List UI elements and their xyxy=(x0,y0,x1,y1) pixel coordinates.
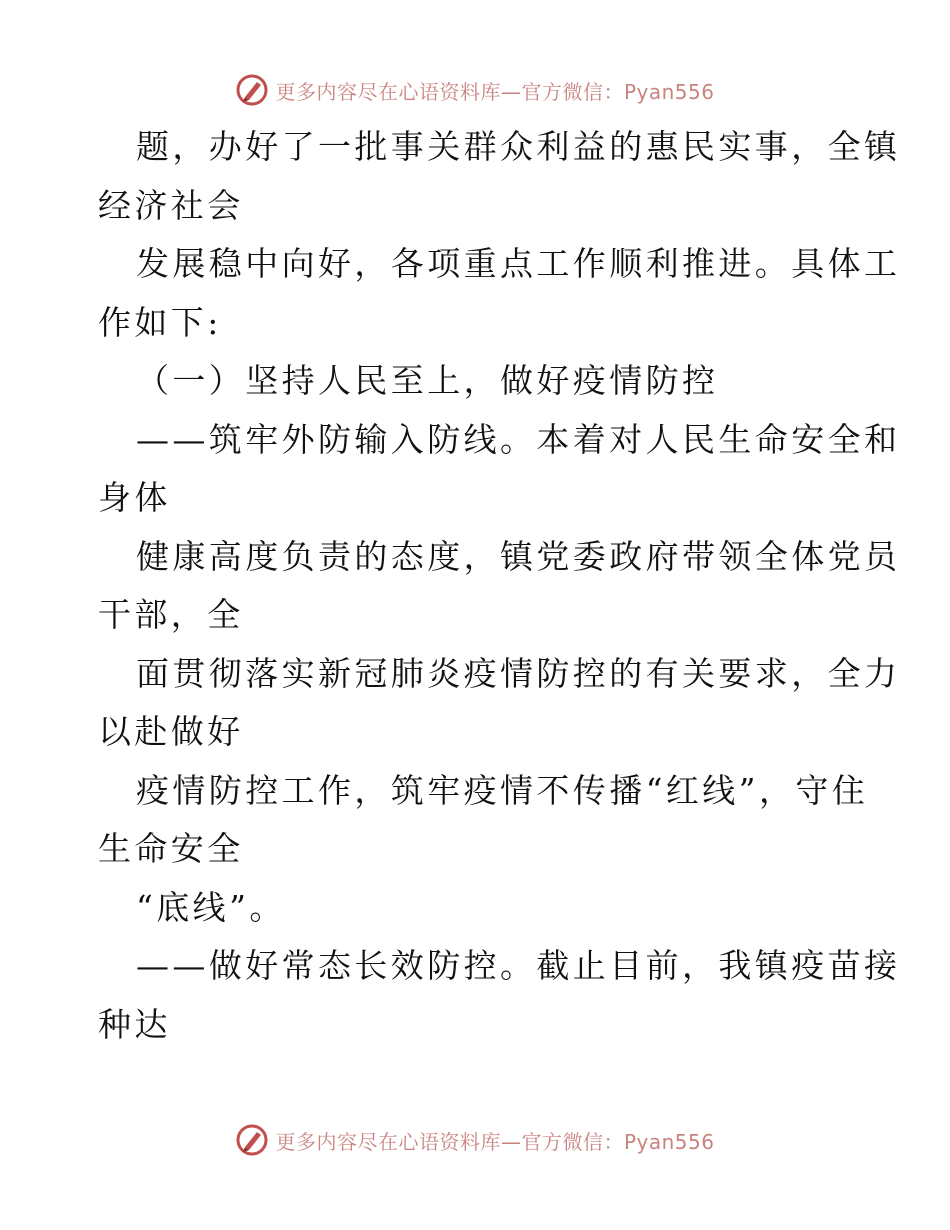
body-line: 题，办好了一批事关群众利益的惠民实事，全镇 xyxy=(136,127,901,166)
section-heading: （一）坚持人民至上，做好疫情防控 xyxy=(136,361,719,400)
body-line: 以赴做好 xyxy=(98,712,244,751)
footer-watermark xyxy=(0,1120,950,1160)
body-line: 面贯彻落实新冠肺炎疫情防控的有关要求，全力 xyxy=(136,653,901,693)
header-watermark xyxy=(0,70,950,110)
watermark-text: 更多内容尽在心语资料库—官方微信：Pyan556 xyxy=(275,1129,715,1154)
body-line: 发展稳中向好，各项重点工作顺利推进。具体工 xyxy=(136,244,901,283)
body-line: ——筑牢外防输入防线。本着对人民生命安全和 xyxy=(136,419,901,459)
document-body xyxy=(98,118,901,1054)
body-line: 经济社会 xyxy=(98,185,244,225)
body-line: 健康高度负责的态度，镇党委政府带领全体党员 xyxy=(136,536,901,576)
pen-logo-icon xyxy=(235,73,269,107)
watermark-text: 更多内容尽在心语资料库—官方微信：Pyan556 xyxy=(275,79,715,104)
body-line: “底线”。 xyxy=(136,887,286,927)
pen-logo-icon xyxy=(235,1123,269,1157)
body-line: 种达 xyxy=(98,1004,171,1044)
body-line: ——做好常态长效防控。截止目前，我镇疫苗接 xyxy=(136,946,901,985)
body-line: 作如下: xyxy=(98,302,222,342)
body-line: 生命安全 xyxy=(98,829,244,868)
body-line: 疫情防控工作，筑牢疫情不传播“红线”，守住 xyxy=(136,770,869,810)
body-line: 身体 xyxy=(98,478,171,517)
body-line: 干部，全 xyxy=(98,595,244,634)
